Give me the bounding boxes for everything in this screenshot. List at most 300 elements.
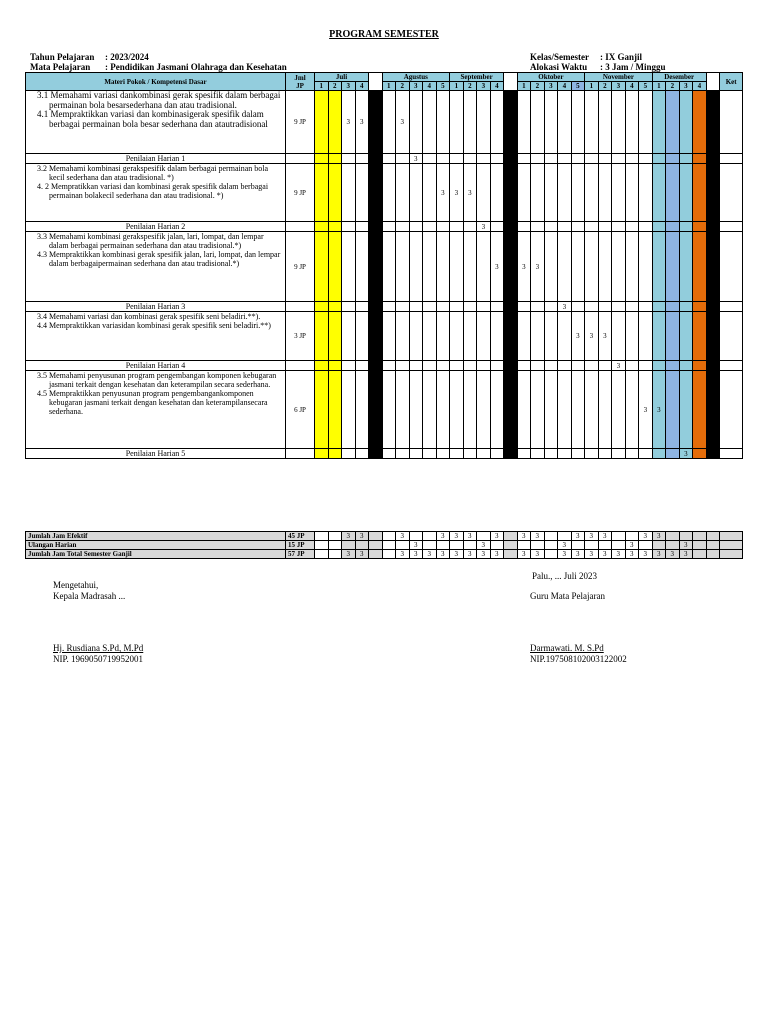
week-cell <box>612 154 626 164</box>
week-cell: 3 <box>490 550 504 559</box>
week-cell <box>450 312 464 361</box>
week-cell <box>693 550 707 559</box>
week-cell <box>612 164 626 222</box>
kd-number: 4. 2 <box>37 182 51 191</box>
week-agustus-2: 2 <box>396 82 410 91</box>
week-cell <box>463 449 477 459</box>
kd-description: Memahami variasi dan kombinasi gerak spesifik seni beladiri.**). <box>49 312 261 321</box>
week-cell <box>396 154 410 164</box>
week-cell: 3 <box>423 550 437 559</box>
week-cell <box>544 449 558 459</box>
week-cell <box>477 449 491 459</box>
week-cell <box>315 532 329 541</box>
kd-description: Mempraktikkan kombinasi gerak spesifik jalan, lari, lompat, dan lempar dalam berbagaipermainan sederhana dan atau tradisional.*) <box>49 250 281 268</box>
kd-4 <box>37 250 285 268</box>
penilaian-label: Penilaian Harian 2 <box>26 222 286 232</box>
week-cell <box>328 222 342 232</box>
week-cell <box>666 302 680 312</box>
week-cell <box>693 312 707 361</box>
week-cell <box>558 164 572 222</box>
week-cell: 3 <box>612 361 626 371</box>
week-cell <box>558 154 572 164</box>
week-cell <box>544 91 558 154</box>
week-cell <box>409 371 423 449</box>
kd-number: 4.1 <box>37 109 51 119</box>
week-cell <box>328 312 342 361</box>
week-cell <box>625 232 639 302</box>
week-cell <box>315 312 329 361</box>
week-cell <box>652 449 666 459</box>
week-cell <box>396 222 410 232</box>
week-cell <box>666 361 680 371</box>
penilaian-row <box>26 222 743 232</box>
break-cell <box>369 541 383 550</box>
ket-cell <box>720 550 743 559</box>
week-cell <box>625 222 639 232</box>
week-cell <box>652 541 666 550</box>
week-cell: 3 <box>585 550 599 559</box>
week-cell: 3 <box>342 550 356 559</box>
week-cell <box>639 449 653 459</box>
summary-table <box>25 531 743 559</box>
week-cell <box>585 541 599 550</box>
break-cell <box>369 532 383 541</box>
week-cell <box>531 449 545 459</box>
month-agustus: Agustus <box>382 73 450 82</box>
jp-value <box>286 154 315 164</box>
week-cell <box>571 164 585 222</box>
kd-description: Mempratikkan variasi dan kombinasi gerak spesifik dalam berbagai permainan bolakecil sederhana dan atau tradisional. *) <box>49 182 269 200</box>
week-cell <box>679 164 693 222</box>
break-cell <box>369 232 383 302</box>
week-cell <box>558 371 572 449</box>
kd-number: 3.3 <box>37 232 49 241</box>
week-cell <box>585 164 599 222</box>
week-cell <box>490 164 504 222</box>
week-cell: 3 <box>463 550 477 559</box>
week-cell <box>639 222 653 232</box>
week-cell <box>625 312 639 361</box>
week-cell <box>423 164 437 222</box>
kd-3 <box>37 164 285 182</box>
week-cell: 3 <box>558 550 572 559</box>
week-cell <box>409 312 423 361</box>
week-cell <box>517 302 531 312</box>
week-cell <box>679 154 693 164</box>
week-cell <box>342 449 356 459</box>
week-cell <box>463 154 477 164</box>
week-cell <box>328 91 342 154</box>
penilaian-row <box>26 361 743 371</box>
mapel-value: : Pendidikan Jasmani Olahraga dan Kesehatan <box>105 62 287 72</box>
summary-label: Ulangan Harian <box>26 541 286 550</box>
left-nip: NIP. 1969050719952001 <box>53 654 144 664</box>
jp-value: 9 JP <box>286 164 315 222</box>
break-cell <box>504 371 518 449</box>
week-oktober-5: 5 <box>571 82 585 91</box>
week-desember-3: 3 <box>679 82 693 91</box>
week-cell <box>315 449 329 459</box>
week-cell <box>558 449 572 459</box>
week-cell <box>490 154 504 164</box>
week-cell <box>639 154 653 164</box>
right-name: Darmawati. M. S.Pd <box>530 643 604 653</box>
week-cell: 3 <box>531 232 545 302</box>
break-cell <box>369 371 383 449</box>
week-cell <box>544 302 558 312</box>
week-cell <box>652 164 666 222</box>
week-juli-3: 3 <box>342 82 356 91</box>
info-right <box>530 52 666 72</box>
week-cell <box>355 449 369 459</box>
week-cell <box>328 232 342 302</box>
ket-cell <box>720 302 743 312</box>
week-cell <box>544 164 558 222</box>
ket-cell <box>720 532 743 541</box>
break-cell <box>369 302 383 312</box>
week-cell <box>355 164 369 222</box>
week-cell <box>666 541 680 550</box>
week-cell <box>396 312 410 361</box>
break-cell <box>504 312 518 361</box>
week-cell <box>382 164 396 222</box>
kd-text <box>26 164 286 222</box>
week-november-3: 3 <box>612 82 626 91</box>
kd-3 <box>37 91 285 110</box>
week-cell <box>612 371 626 449</box>
week-cell <box>693 302 707 312</box>
break-cell <box>706 164 720 222</box>
kd-number: 3.4 <box>37 312 49 321</box>
break-cell <box>369 312 383 361</box>
jp-value <box>286 449 315 459</box>
week-cell <box>423 532 437 541</box>
week-cell <box>666 222 680 232</box>
week-cell <box>409 449 423 459</box>
kd-description: Mempraktikkan penyusunan program pengembangankomponen kebugaran jasmani terkait dengan kesehatan dan keterampilansecara sederhana. <box>49 389 268 416</box>
week-cell <box>558 361 572 371</box>
week-cell <box>409 302 423 312</box>
week-cell <box>598 232 612 302</box>
week-cell <box>585 361 599 371</box>
break-cell <box>504 154 518 164</box>
week-cell <box>639 361 653 371</box>
left-line1: Mengetahui, <box>53 580 99 590</box>
week-cell <box>666 312 680 361</box>
week-cell <box>450 371 464 449</box>
week-cell <box>342 154 356 164</box>
week-cell <box>598 449 612 459</box>
materi-header: Materi Pokok / Kompetensi Dasar <box>26 73 286 91</box>
week-cell <box>328 302 342 312</box>
week-cell <box>490 361 504 371</box>
week-cell <box>396 232 410 302</box>
kd-description: Memahami kombinasi gerakspesifik jalan, lari, lompat, dan lempar dalam berbagai permainan sederhana dan atau tradisional.*) <box>49 232 264 250</box>
week-cell <box>355 302 369 312</box>
month-oktober: Oktober <box>517 73 585 82</box>
week-cell: 3 <box>409 154 423 164</box>
penilaian-label: Penilaian Harian 4 <box>26 361 286 371</box>
info-left <box>30 52 287 72</box>
week-november-4: 4 <box>625 82 639 91</box>
kd-text <box>26 91 286 154</box>
break-cell <box>706 550 720 559</box>
penilaian-label: Penilaian Harian 1 <box>26 154 286 164</box>
week-cell <box>355 222 369 232</box>
week-cell <box>315 232 329 302</box>
week-cell <box>396 541 410 550</box>
week-cell <box>693 541 707 550</box>
kelas-value: : IX Ganjil <box>600 52 643 62</box>
break-cell <box>504 91 518 154</box>
jml-header-line1: Jml <box>294 73 306 82</box>
jp-value <box>286 222 315 232</box>
right-line1: Guru Mata Pelajaran <box>530 591 605 601</box>
week-cell <box>436 312 450 361</box>
ket-cell <box>720 541 743 550</box>
week-cell <box>328 361 342 371</box>
break-cell <box>706 91 720 154</box>
penilaian-label: Penilaian Harian 3 <box>26 302 286 312</box>
week-cell <box>315 541 329 550</box>
week-cell <box>328 550 342 559</box>
week-cell: 3 <box>355 532 369 541</box>
ket-header: Ket <box>720 73 743 91</box>
week-november-5: 5 <box>639 82 653 91</box>
ket-cell <box>720 449 743 459</box>
week-cell <box>625 302 639 312</box>
week-cell <box>436 541 450 550</box>
week-cell <box>666 449 680 459</box>
week-september-1: 1 <box>450 82 464 91</box>
week-cell <box>490 449 504 459</box>
week-cell: 3 <box>612 550 626 559</box>
week-cell <box>328 532 342 541</box>
week-cell <box>490 91 504 154</box>
kd-number: 3.5 <box>37 371 49 380</box>
week-agustus-3: 3 <box>409 82 423 91</box>
week-cell <box>463 222 477 232</box>
week-cell: 3 <box>463 532 477 541</box>
week-cell: 3 <box>517 232 531 302</box>
week-cell <box>693 154 707 164</box>
week-cell <box>396 449 410 459</box>
summary-jp: 45 JP <box>286 532 315 541</box>
week-cell <box>625 164 639 222</box>
week-cell <box>531 541 545 550</box>
week-juli-4: 4 <box>355 82 369 91</box>
week-cell <box>571 371 585 449</box>
week-cell <box>423 232 437 302</box>
week-cell <box>490 541 504 550</box>
week-agustus-5: 5 <box>436 82 450 91</box>
break-cell <box>706 232 720 302</box>
week-cell <box>382 371 396 449</box>
week-cell <box>328 541 342 550</box>
week-cell: 3 <box>531 532 545 541</box>
week-cell <box>571 154 585 164</box>
week-cell <box>423 371 437 449</box>
week-cell: 3 <box>679 449 693 459</box>
week-cell <box>477 164 491 222</box>
jp-value <box>286 302 315 312</box>
week-cell <box>396 302 410 312</box>
break-cell <box>706 541 720 550</box>
week-cell <box>423 449 437 459</box>
week-cell: 3 <box>531 550 545 559</box>
week-cell <box>450 232 464 302</box>
week-cell: 3 <box>342 91 356 154</box>
week-cell <box>639 232 653 302</box>
week-cell <box>585 371 599 449</box>
break-cell <box>369 550 383 559</box>
week-cell: 3 <box>558 302 572 312</box>
week-cell: 3 <box>652 550 666 559</box>
tahun-label: Tahun Pelajaran <box>30 52 95 62</box>
summary-row <box>26 550 743 559</box>
week-cell <box>598 361 612 371</box>
kd-3 <box>37 232 285 250</box>
week-cell <box>517 91 531 154</box>
ket-cell <box>720 164 743 222</box>
week-cell: 3 <box>517 550 531 559</box>
signature-right-name-block <box>530 643 627 665</box>
week-cell <box>666 164 680 222</box>
kd-row <box>26 164 743 222</box>
ket-cell <box>720 361 743 371</box>
week-cell <box>423 154 437 164</box>
program-table <box>25 72 743 459</box>
break-cell <box>369 154 383 164</box>
summary-row <box>26 541 743 550</box>
break-cell <box>706 371 720 449</box>
week-cell <box>531 312 545 361</box>
signature-left-name-block <box>53 643 143 665</box>
week-cell <box>328 154 342 164</box>
week-cell <box>612 541 626 550</box>
week-cell <box>571 91 585 154</box>
week-cell <box>477 91 491 154</box>
week-oktober-1: 1 <box>517 82 531 91</box>
week-cell <box>436 361 450 371</box>
week-cell: 3 <box>585 312 599 361</box>
week-cell <box>423 222 437 232</box>
week-cell <box>571 232 585 302</box>
week-cell <box>531 371 545 449</box>
week-cell <box>625 154 639 164</box>
penilaian-row <box>26 154 743 164</box>
week-cell <box>382 449 396 459</box>
week-cell <box>342 302 356 312</box>
break-cell <box>504 302 518 312</box>
kd-4 <box>37 321 285 330</box>
week-cell <box>531 91 545 154</box>
week-november-1: 1 <box>585 82 599 91</box>
week-cell <box>652 312 666 361</box>
jp-value: 9 JP <box>286 91 315 154</box>
week-cell <box>544 312 558 361</box>
week-cell <box>585 91 599 154</box>
week-cell <box>571 541 585 550</box>
penilaian-label: Penilaian Harian 5 <box>26 449 286 459</box>
ket-cell <box>720 312 743 361</box>
week-cell: 3 <box>450 532 464 541</box>
week-cell <box>639 164 653 222</box>
week-cell <box>409 164 423 222</box>
week-cell <box>625 361 639 371</box>
week-cell <box>477 532 491 541</box>
month-desember: Desember <box>652 73 706 82</box>
week-cell <box>693 371 707 449</box>
week-cell: 3 <box>571 532 585 541</box>
kd-text <box>26 232 286 302</box>
break-col <box>706 73 720 91</box>
week-cell <box>315 154 329 164</box>
week-desember-1: 1 <box>652 82 666 91</box>
kd-text <box>26 371 286 449</box>
break-cell <box>706 449 720 459</box>
week-cell <box>585 449 599 459</box>
week-cell <box>436 449 450 459</box>
week-cell: 3 <box>342 532 356 541</box>
jml-header <box>286 73 315 91</box>
kd-number: 3.1 <box>37 90 51 100</box>
week-cell <box>558 532 572 541</box>
week-cell <box>436 302 450 312</box>
week-cell <box>679 312 693 361</box>
break-cell <box>706 302 720 312</box>
kd-row <box>26 232 743 302</box>
kd-number: 3.2 <box>37 164 49 173</box>
week-cell <box>396 371 410 449</box>
week-cell <box>450 154 464 164</box>
break-cell <box>504 222 518 232</box>
week-juli-1: 1 <box>315 82 329 91</box>
week-agustus-1: 1 <box>382 82 396 91</box>
break-cell <box>504 449 518 459</box>
kd-number: 4.5 <box>37 389 49 398</box>
week-cell <box>490 222 504 232</box>
week-cell: 3 <box>450 164 464 222</box>
week-cell <box>342 232 356 302</box>
week-cell <box>436 232 450 302</box>
week-cell: 3 <box>666 550 680 559</box>
week-cell <box>355 312 369 361</box>
week-cell: 3 <box>625 541 639 550</box>
week-cell <box>517 312 531 361</box>
week-cell: 3 <box>450 550 464 559</box>
week-cell: 3 <box>517 532 531 541</box>
week-cell <box>423 312 437 361</box>
week-cell <box>477 302 491 312</box>
week-cell <box>517 541 531 550</box>
week-cell <box>328 164 342 222</box>
week-cell <box>517 361 531 371</box>
week-cell: 3 <box>558 541 572 550</box>
week-cell <box>396 164 410 222</box>
week-cell <box>544 361 558 371</box>
week-cell <box>490 312 504 361</box>
week-cell <box>598 164 612 222</box>
jml-header-line2: JP <box>296 81 304 90</box>
week-cell <box>693 449 707 459</box>
summary-jp: 15 JP <box>286 541 315 550</box>
week-cell <box>558 222 572 232</box>
week-cell <box>342 361 356 371</box>
break-cell <box>369 361 383 371</box>
week-cell <box>558 312 572 361</box>
kd-number: 4.4 <box>37 321 49 330</box>
